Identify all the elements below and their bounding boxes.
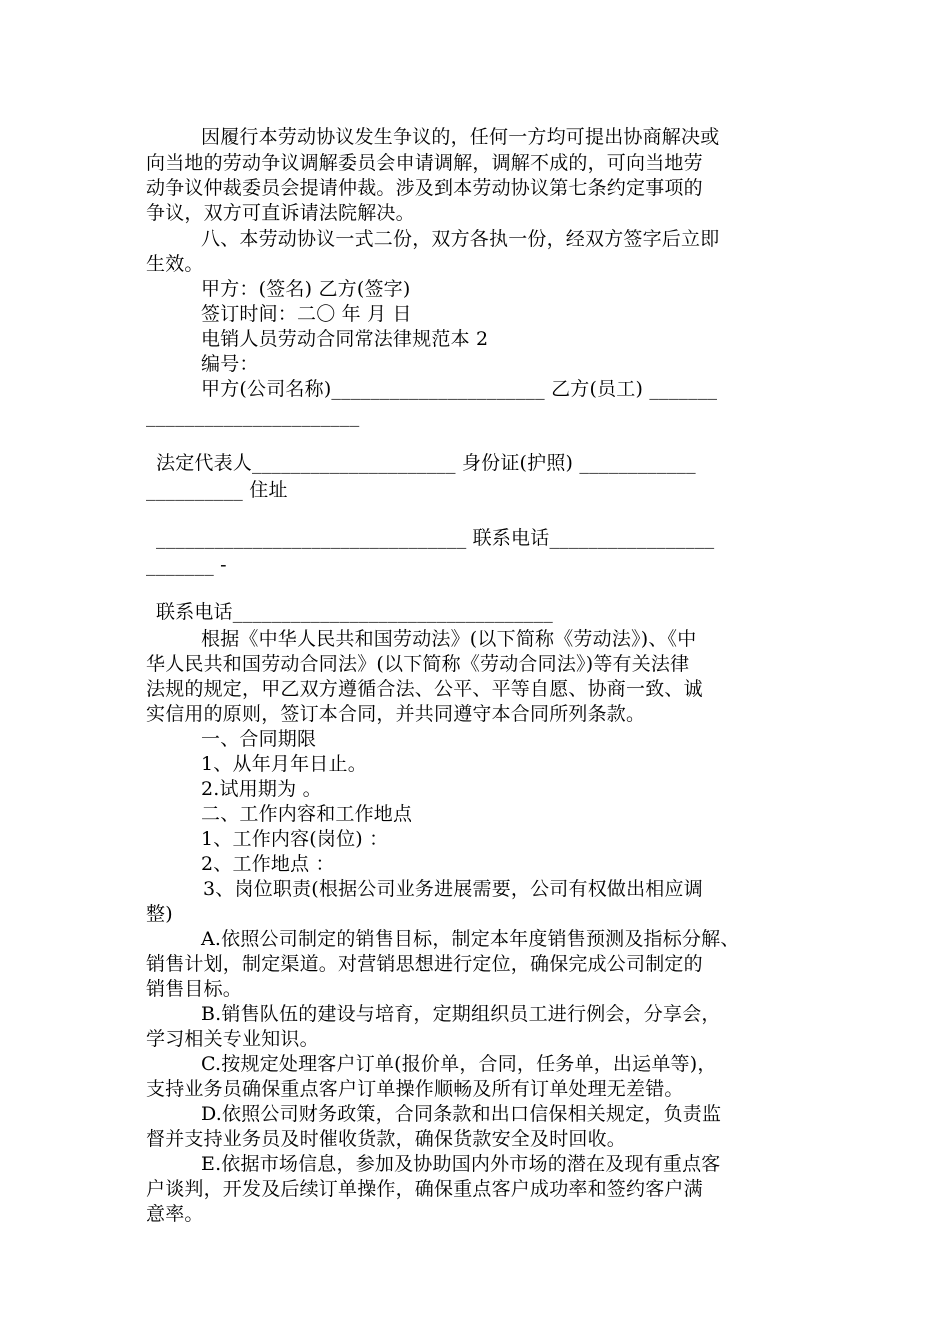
- list-item: 3、岗位职责(根据公司业务进展需要，公司有权做出相应调: [203, 878, 703, 900]
- section-heading: 一、合同期限: [201, 728, 317, 750]
- paragraph-line: 学习相关专业知识。: [146, 1028, 319, 1050]
- duty-item: C.按规定处理客户订单(报价单，合同，任务单，出运单等)，: [201, 1053, 717, 1075]
- signature-line: 甲方：(签名) 乙方(签字): [201, 278, 411, 300]
- duty-item: E.依据市场信息，参加及协助国内外市场的潜在及现有重点客: [201, 1153, 721, 1175]
- representative-line: 法定代表人_____________________ 身份证(护照) ____________: [156, 452, 696, 474]
- list-item: 1、从年月年日止。: [201, 753, 367, 775]
- contact-phone-line: ________________________________ 联系电话_________________: [156, 527, 715, 549]
- list-item: 1、工作内容(岗位) ：: [201, 828, 389, 850]
- paragraph-line: 销售计划，制定渠道。对营销思想进行定位，确保完成公司制定的: [146, 953, 703, 975]
- list-item: 2、工作地点 ：: [201, 853, 335, 875]
- paragraph-line: 华人民共和国劳动合同法》(以下简称《劳动合同法》)等有关法律: [146, 653, 690, 675]
- paragraph-line: 法规的规定，甲乙双方遵循合法、公平、平等自愿、协商一致、诚: [146, 678, 703, 700]
- paragraph-line: 八、本劳动协议一式二份，双方各执一份，经双方签字后立即: [201, 228, 720, 250]
- paragraph-line: 意率。: [146, 1203, 204, 1225]
- serial-number-label: 编号：: [201, 353, 259, 375]
- paragraph-line: 督并支持业务员及时催收货款，确保货款安全及时回收。: [146, 1128, 627, 1150]
- paragraph-line: 实信用的原则，签订本合同，并共同遵守本合同所列条款。: [146, 703, 646, 725]
- paragraph-line: 户谈判，开发及后续订单操作，确保重点客户成功率和签约客户满: [146, 1178, 703, 1200]
- paragraph-line: 支持业务员确保重点客户订单操作顺畅及所有订单处理无差错。: [146, 1078, 684, 1100]
- duty-item: D.依照公司财务政策，合同条款和出口信保相关规定，负责监: [201, 1103, 722, 1125]
- paragraph-line: 因履行本劳动协议发生争议的，任何一方均可提出协商解决或: [201, 126, 720, 148]
- list-item: 2.试用期为 。: [201, 778, 322, 800]
- signing-date-line: 签订时间：二〇 年 月 日: [201, 303, 412, 325]
- paragraph-line: 销售目标。: [146, 978, 243, 1000]
- blank-line: ______________________: [146, 405, 360, 427]
- paragraph-line: 向当地的劳动争议调解委员会申请调解，调解不成的，可向当地劳: [146, 152, 703, 174]
- paragraph-line: 根据《中华人民共和国劳动法》(以下简称《劳动法》)、《中: [201, 628, 697, 650]
- contact-phone-line: 联系电话_________________________________: [156, 601, 553, 623]
- address-line: __________ 住址: [146, 479, 288, 501]
- duty-item: A.依照公司制定的销售目标，制定本年度销售预测及指标分解、: [201, 928, 740, 950]
- blank-line: _______ -: [146, 554, 227, 576]
- paragraph-line: 争议，双方可直诉请法院解决。: [146, 202, 415, 224]
- section-title: 电销人员劳动合同常法律规范本 2: [201, 328, 489, 350]
- paragraph-line: 动争议仲裁委员会提请仲裁。涉及到本劳动协议第七条约定事项的: [146, 177, 703, 199]
- section-heading: 二、工作内容和工作地点: [201, 803, 413, 825]
- duty-item: B.销售队伍的建设与培育，定期组织员工进行例会，分享会，: [201, 1003, 721, 1025]
- paragraph-line: 生效。: [146, 253, 204, 275]
- paragraph-line: 整): [146, 903, 173, 925]
- party-line: 甲方(公司名称)______________________ 乙方(员工) _______: [201, 378, 718, 400]
